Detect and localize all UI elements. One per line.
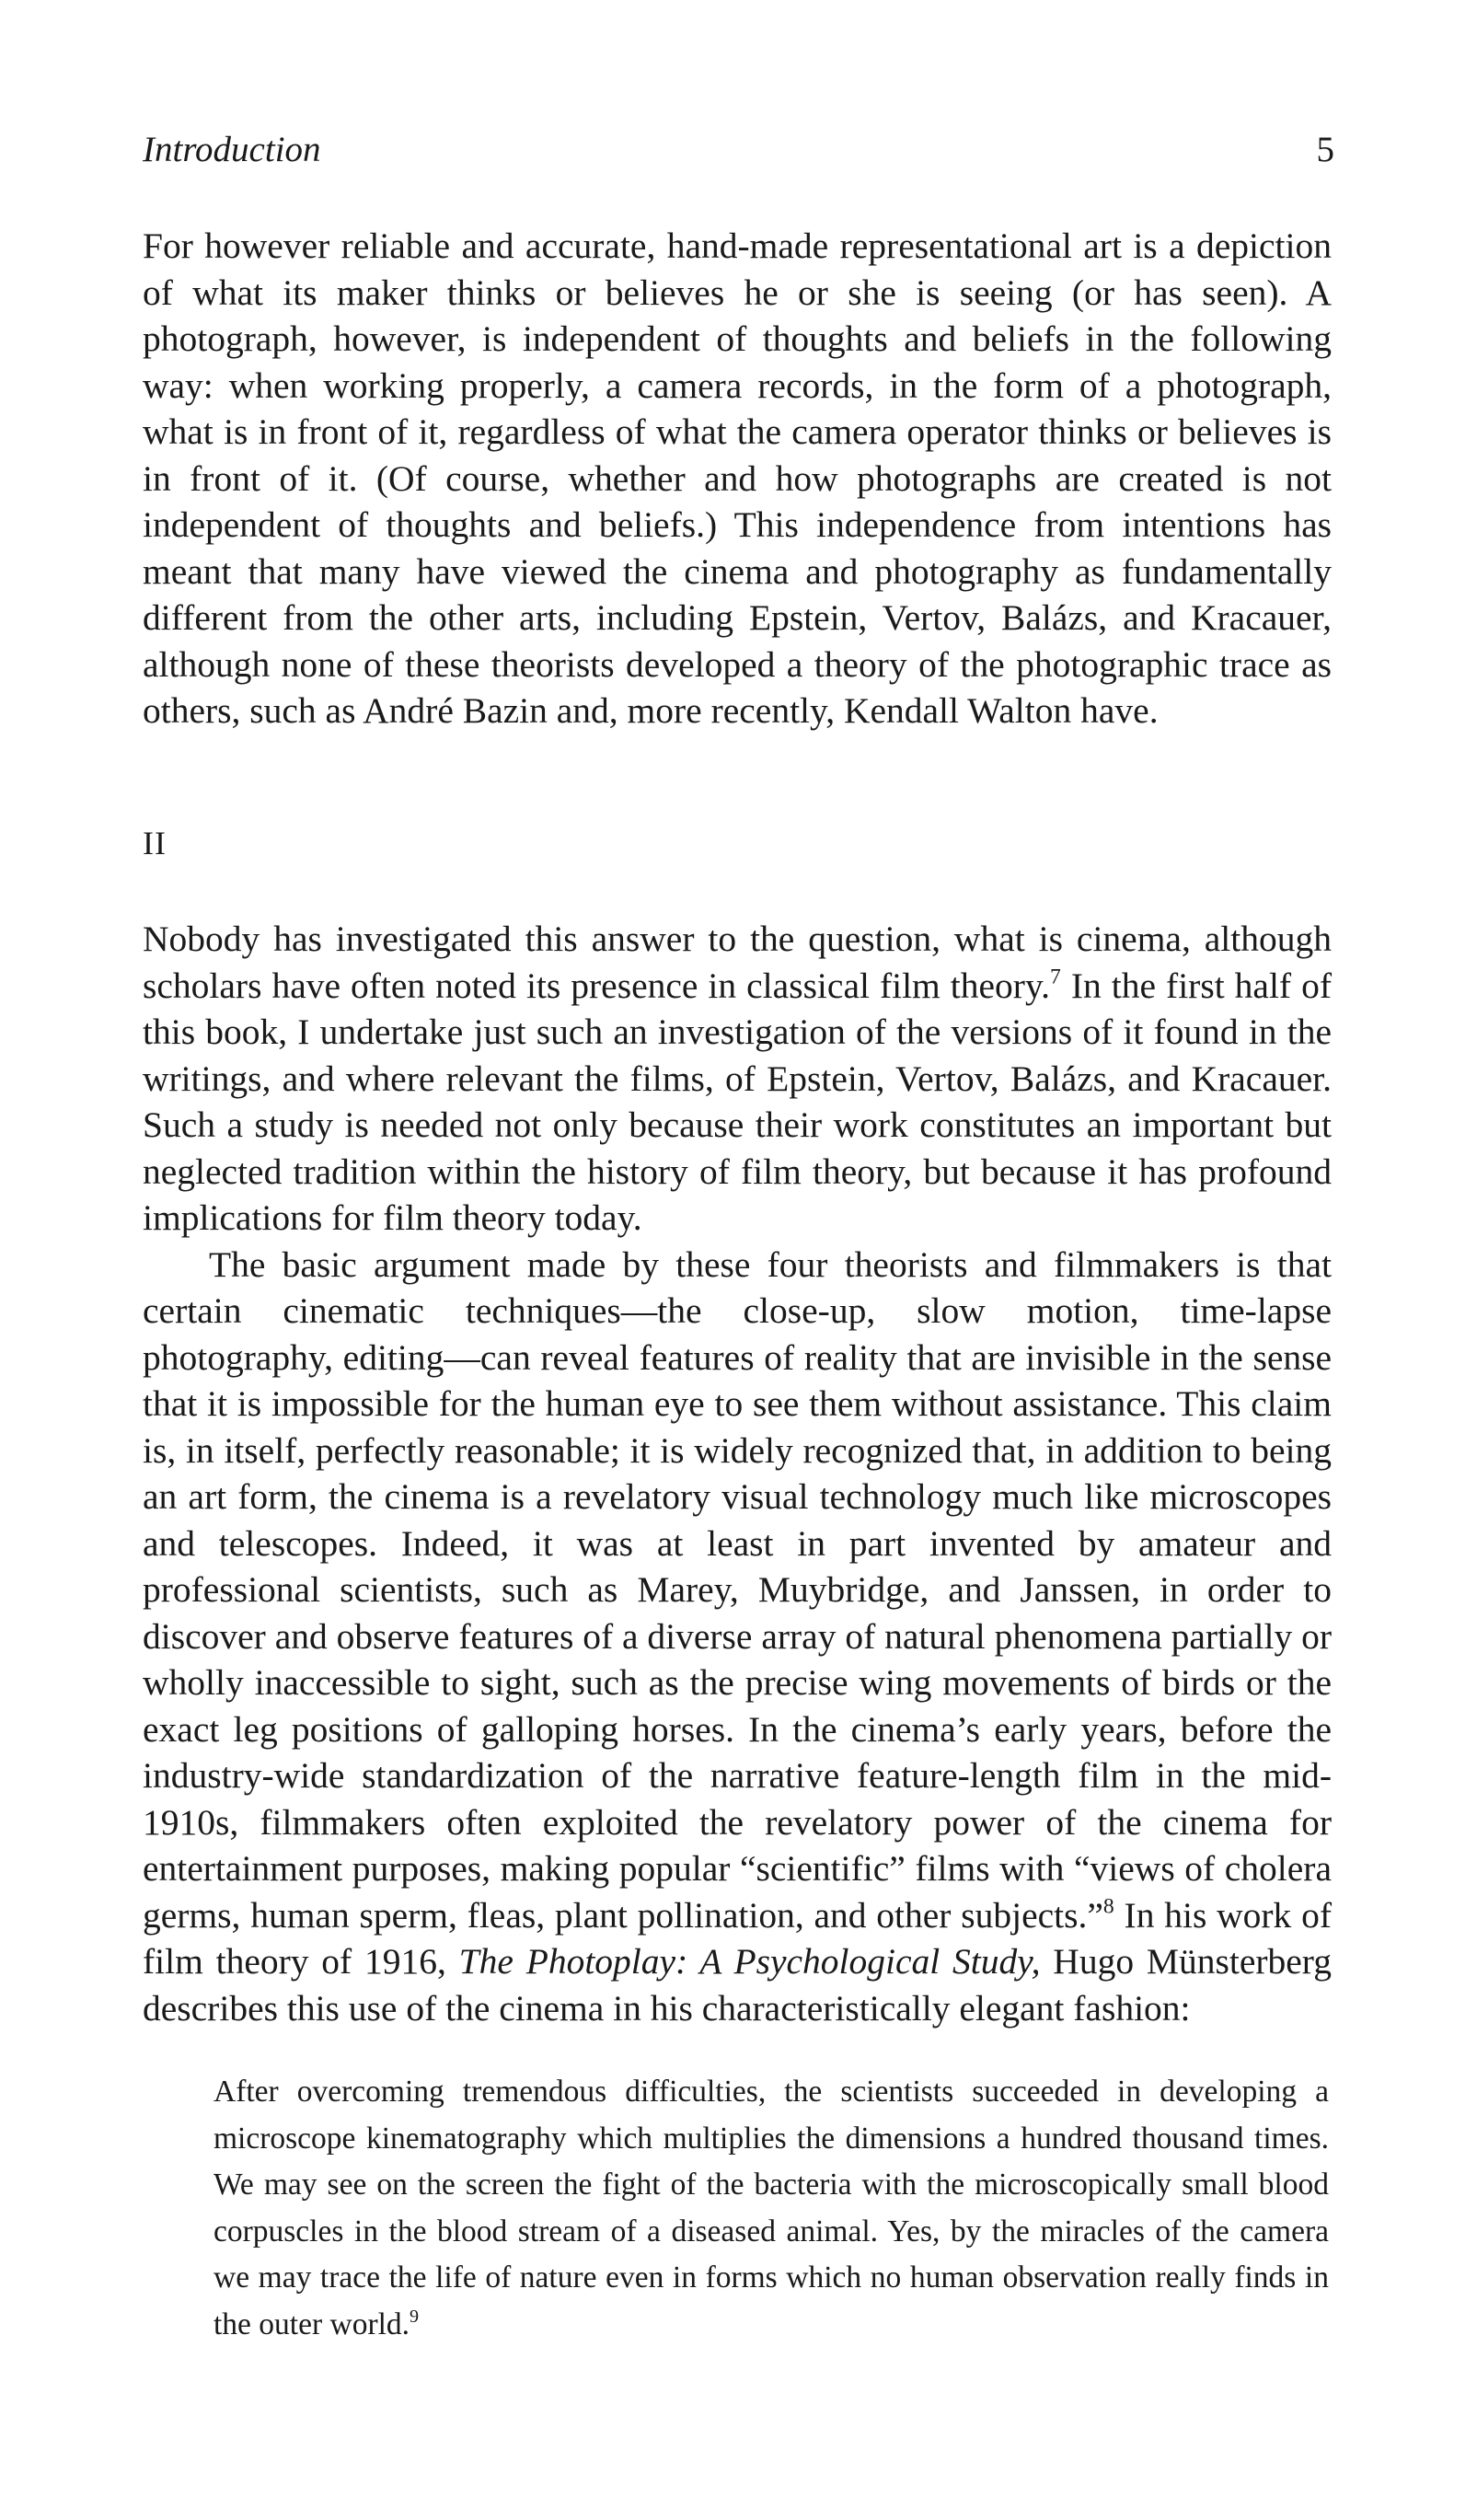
footnote-ref-9: 9 bbox=[410, 2306, 420, 2327]
quote-text: After overcoming tremendous difficulties, the scientists succeeded in developing a microscope kinematography which multiplies the dimensions a hundred thousand times. We may see on the screen the fight of the bacteria with the microscopically small blood corpuscles in the blood stream of a diseased animal. Yes, by the miracles of the camera we may trace the life of nature even in forms which no human observation really finds in the outer world. bbox=[213, 2075, 1329, 2341]
running-header bbox=[143, 129, 1334, 170]
paragraph-text-cont: In his work of film theory of 1916, bbox=[143, 1894, 1332, 1982]
paragraph-text-cont: In the first half of this book, I undertake just such an investigation of the versions of it found in the writings, and where relevant the films, of Epstein, Vertov, Balázs, and Kracauer. Such a study is needed not only because their work constitutes an important but neglected tradition within the history of film theory, but because it has profound implications for film theory today. bbox=[143, 965, 1332, 1238]
page-number: 5 bbox=[1316, 130, 1334, 169]
footnote-ref-8: 8 bbox=[1102, 1894, 1114, 1919]
paragraph-text-end: Hugo Münsterberg describes this use of the cinema in his characteristically elegant fashion: bbox=[143, 1941, 1332, 2029]
paragraph-text: Nobody has investigated this answer to the question, what is cinema, although scholars have often noted its presence in classical film theory. bbox=[143, 919, 1332, 1006]
running-title: Introduction bbox=[143, 130, 321, 169]
block-quote bbox=[213, 2069, 1329, 2348]
paragraph-text: The basic argument made by these four theorists and filmmakers is that certain cinematic techniques—the close-up, slow motion, time-lapse photography, editing—can reveal features of reality that are invisible in the sense that it is impossible for the human eye to see them without assistance. This claim is, in itself, perfectly reasonable; it is widely recognized that, in addition to being an art form, the cinema is a revelatory visual technology much like microscopes and telescopes. Indeed, it was at least in part invented by amateur and professional scientists, such as Marey, Muybridge, and Janssen, in order to discover and observe features of a diverse array of natural phenomena partially or wholly inaccessible to sight, such as the precise wing movements of birds or the exact leg positions of galloping horses. In the cinema’s early years, before the industry-wide standardization of the narrative feature-length film in the mid-1910s, filmmakers often exploited the revelatory power of the cinema for entertainment purposes, making popular “scientific” films with “views of cholera germs, human sperm, fleas, plant pollination, and other subjects.” bbox=[143, 1243, 1332, 1936]
section-heading: II bbox=[143, 825, 167, 861]
footnote-ref-7: 7 bbox=[1050, 965, 1061, 989]
paragraph-investigation bbox=[143, 916, 1332, 1242]
section-two bbox=[143, 916, 1332, 2031]
paragraph-argument bbox=[143, 1242, 1332, 2032]
section-one bbox=[143, 223, 1332, 734]
paragraph-intro: For however reliable and accurate, hand-made representational art is a depiction of what its maker thinks or believes he or she is seeing (or has seen). A photograph, however, is independent of thoughts and beliefs in the following way: when working properly, a camera records, in the form of a photograph, what is in front of it, regardless of what the camera operator thinks or believes is in front of it. (Of course, whether and how photographs are created is not independent of thoughts and beliefs.) This independence from intentions has meant that many have viewed the cinema and photography as fundamentally different from the other arts, including Epstein, Vertov, Balázs, and Kracauer, although none of these theorists developed a theory of the photographic trace as others, such as André Bazin and, more recently, Kendall Walton have. bbox=[143, 225, 1332, 731]
book-title: The Photoplay: A Psychological Study, bbox=[458, 1941, 1041, 1982]
